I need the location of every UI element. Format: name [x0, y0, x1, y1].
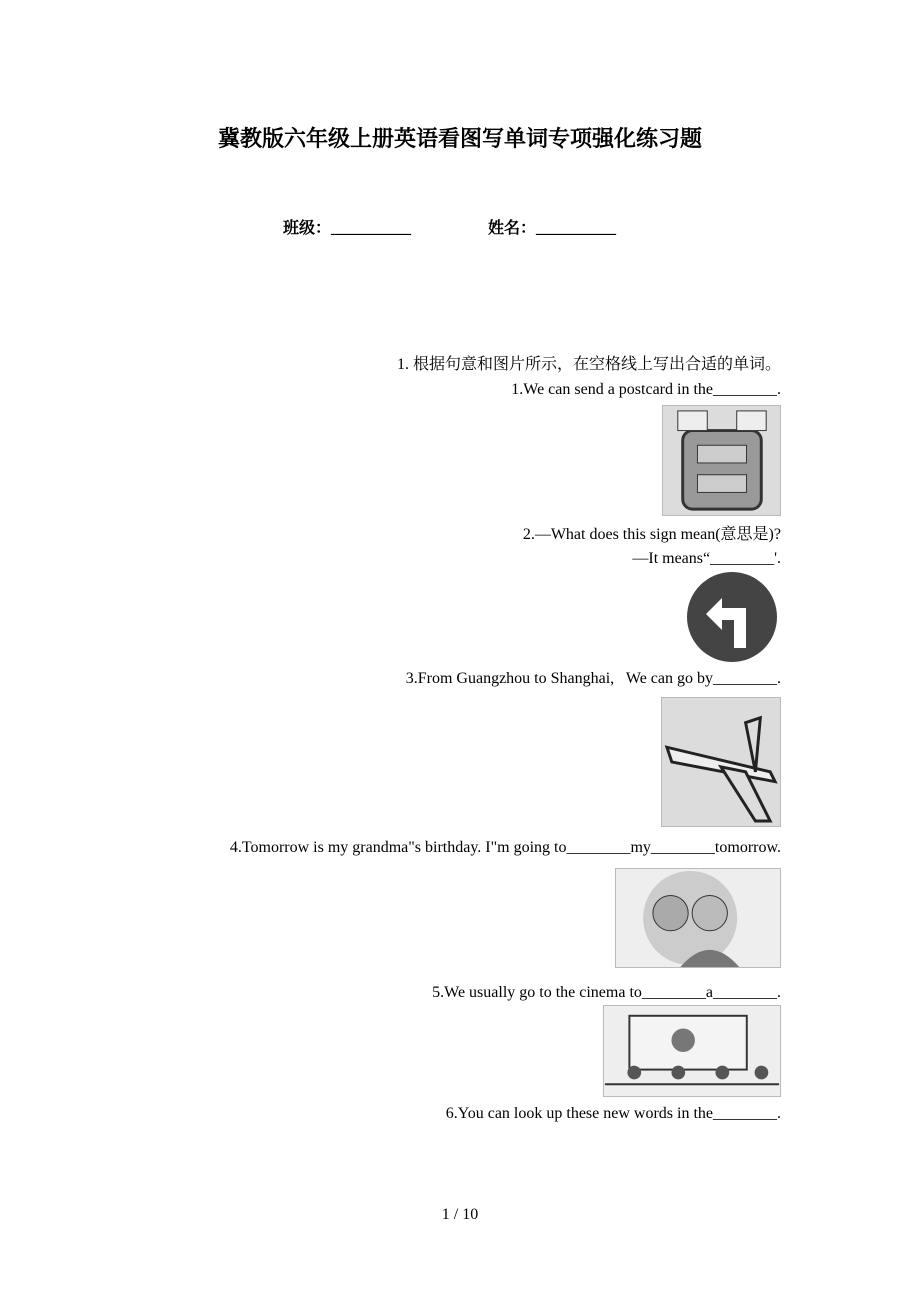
question-2-ask: 2.—What does this sign mean(意思是)? — [522, 526, 781, 543]
turn-left-sign-icon — [684, 570, 781, 664]
question-3: 3.From Guangzhou to Shanghai, We can go by________. — [405, 670, 781, 687]
section-instruction: 1. 根据句意和图片所示，在空格线上写出合适的单词。 — [396, 356, 781, 373]
grandparents-icon — [615, 868, 781, 968]
question-1: 1.We can send a postcard in the________. — [511, 381, 781, 398]
airplane-icon — [661, 697, 781, 827]
name-field: 姓名：__________ — [488, 220, 617, 237]
question-2-answer: —It means“________'. — [632, 550, 781, 567]
cinema-icon — [603, 1005, 781, 1097]
question-4: 4.Tomorrow is my grandma"s birthday. I"m going to________my________tomorrow. — [229, 839, 781, 856]
page-number: 1 / 10 — [441, 1206, 479, 1223]
question-6: 6.You can look up these new words in the________. — [445, 1105, 781, 1122]
postbox-icon — [662, 405, 781, 516]
question-5: 5.We usually go to the cinema to________a________. — [432, 984, 781, 1001]
class-field: 班级：__________ — [283, 220, 412, 237]
document-title: 冀教版六年级上册英语看图写单词专项强化练习题 — [217, 126, 702, 151]
